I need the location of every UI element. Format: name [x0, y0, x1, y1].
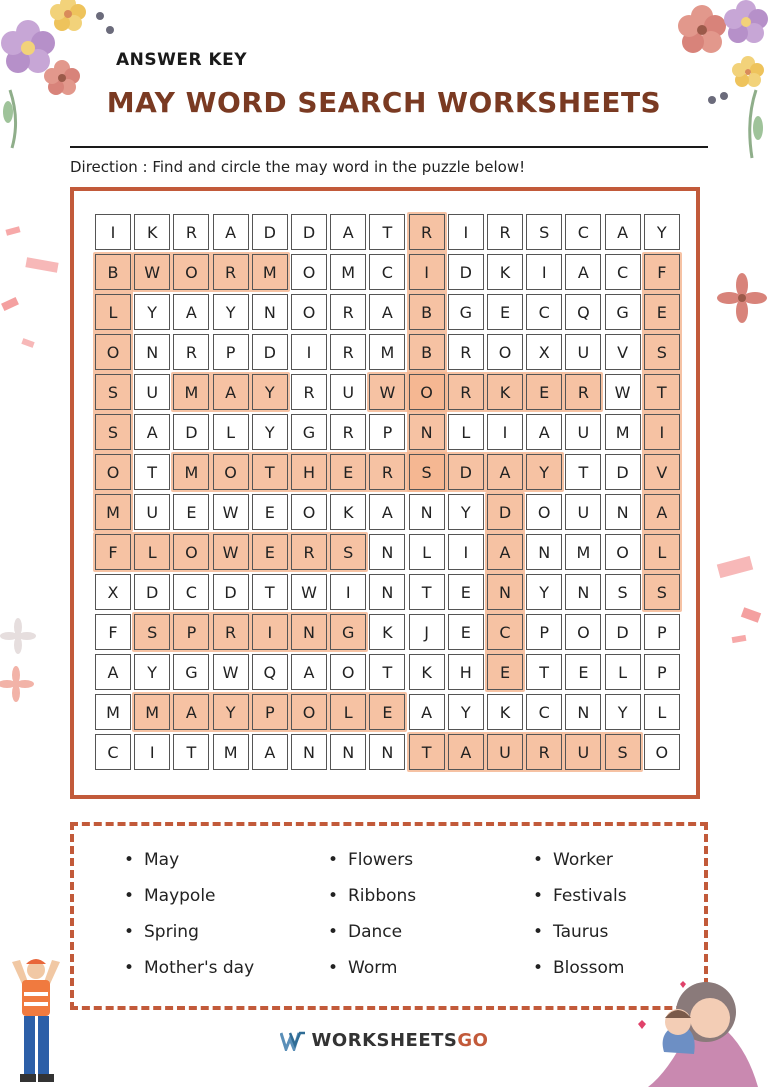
- grid-cell: Y: [526, 454, 562, 490]
- grid-cell: G: [605, 294, 641, 330]
- grid-cell: N: [291, 614, 327, 650]
- grid-cell: M: [95, 694, 131, 730]
- grid-cell: R: [330, 294, 366, 330]
- grid-cell: R: [291, 374, 327, 410]
- grid-cell: W: [291, 574, 327, 610]
- grid-cell: O: [213, 454, 249, 490]
- grid-cell: U: [134, 374, 170, 410]
- grid-cell: D: [134, 574, 170, 610]
- grid-cell: T: [369, 654, 405, 690]
- grid-cell: I: [134, 734, 170, 770]
- grid-cell: M: [95, 494, 131, 530]
- grid-cell: V: [605, 334, 641, 370]
- grid-cell: P: [644, 614, 680, 650]
- grid-cell: R: [173, 214, 209, 250]
- grid-cell: G: [330, 614, 366, 650]
- grid-cell: O: [291, 694, 327, 730]
- grid-cell: T: [644, 374, 680, 410]
- grid-cell: D: [605, 454, 641, 490]
- grid-cell: Q: [565, 294, 601, 330]
- worksheetsgo-logo-icon: [280, 1031, 306, 1051]
- grid-cell: B: [95, 254, 131, 290]
- grid-cell: I: [330, 574, 366, 610]
- grid-cell: A: [173, 294, 209, 330]
- grid-cell: A: [409, 694, 445, 730]
- grid-cell: R: [448, 374, 484, 410]
- grid-cell: H: [448, 654, 484, 690]
- flower-icon: [732, 56, 764, 87]
- grid-cell: E: [448, 614, 484, 650]
- flower-decoration-top-left: [0, 0, 120, 150]
- grid-cell: D: [213, 574, 249, 610]
- flower-icon: [678, 5, 726, 53]
- grid-cell: S: [644, 574, 680, 610]
- grid-cell: K: [330, 494, 366, 530]
- grid-cell: A: [448, 734, 484, 770]
- grid-cell: A: [526, 414, 562, 450]
- grid-cell: Y: [448, 694, 484, 730]
- grid-cell: C: [487, 614, 523, 650]
- grid-cell: T: [252, 574, 288, 610]
- word-list-item: • Dance: [348, 922, 402, 942]
- grid-cell: I: [448, 214, 484, 250]
- grid-cell: A: [487, 454, 523, 490]
- grid-cell: R: [448, 334, 484, 370]
- brand-footer: [0, 1030, 768, 1051]
- grid-cell: O: [526, 494, 562, 530]
- grid-cell: O: [291, 254, 327, 290]
- grid-cell: S: [134, 614, 170, 650]
- grid-cell: W: [213, 654, 249, 690]
- grid-cell: A: [330, 214, 366, 250]
- word-list-item: • Worm: [348, 958, 397, 978]
- grid-cell: V: [644, 454, 680, 490]
- grid-cell: A: [369, 294, 405, 330]
- grid-cell: L: [448, 414, 484, 450]
- grid-cell: O: [173, 534, 209, 570]
- grid-cell: Y: [134, 294, 170, 330]
- grid-cell: Y: [526, 574, 562, 610]
- grid-cell: Y: [605, 694, 641, 730]
- word-list-item: • Ribbons: [348, 886, 416, 906]
- grid-cell: O: [95, 334, 131, 370]
- flower-icon: [0, 666, 34, 702]
- grid-cell: D: [252, 334, 288, 370]
- title-divider: [70, 146, 708, 148]
- flower-icon: [724, 0, 768, 43]
- grid-cell: L: [134, 534, 170, 570]
- letter-grid: [95, 214, 683, 774]
- grid-cell: E: [173, 494, 209, 530]
- grid-cell: D: [448, 454, 484, 490]
- grid-cell: R: [330, 334, 366, 370]
- page-title: MAY WORD SEARCH WORKSHEETS: [106, 86, 662, 119]
- grid-cell: I: [448, 534, 484, 570]
- grid-cell: R: [330, 414, 366, 450]
- brand-main: WORKSHEETS: [311, 1030, 458, 1051]
- grid-cell: L: [409, 534, 445, 570]
- word-list-item: • Mother's day: [144, 958, 254, 978]
- grid-cell: A: [369, 494, 405, 530]
- grid-cell: I: [252, 614, 288, 650]
- worker-illustration: [2, 950, 72, 1087]
- grid-cell: S: [95, 374, 131, 410]
- grid-cell: T: [134, 454, 170, 490]
- grid-cell: W: [213, 534, 249, 570]
- grid-cell: P: [252, 694, 288, 730]
- grid-cell: U: [565, 734, 601, 770]
- grid-cell: S: [526, 214, 562, 250]
- grid-cell: R: [526, 734, 562, 770]
- grid-cell: L: [330, 694, 366, 730]
- grid-cell: C: [526, 294, 562, 330]
- grid-cell: U: [565, 334, 601, 370]
- grid-cell: G: [291, 414, 327, 450]
- grid-cell: N: [487, 574, 523, 610]
- grid-cell: R: [409, 214, 445, 250]
- grid-cell: F: [95, 534, 131, 570]
- grid-cell: G: [448, 294, 484, 330]
- grid-cell: X: [526, 334, 562, 370]
- word-list-item: • Flowers: [348, 850, 413, 870]
- grid-cell: D: [173, 414, 209, 450]
- grid-cell: D: [487, 494, 523, 530]
- grid-cell: M: [134, 694, 170, 730]
- grid-cell: N: [330, 734, 366, 770]
- grid-cell: S: [409, 454, 445, 490]
- grid-cell: Y: [213, 694, 249, 730]
- grid-cell: M: [252, 254, 288, 290]
- grid-cell: T: [565, 454, 601, 490]
- grid-cell: I: [644, 414, 680, 450]
- grid-cell: L: [644, 534, 680, 570]
- grid-cell: L: [644, 694, 680, 730]
- grid-cell: K: [369, 614, 405, 650]
- grid-cell: E: [252, 494, 288, 530]
- grid-cell: N: [526, 534, 562, 570]
- grid-cell: N: [291, 734, 327, 770]
- grid-cell: U: [330, 374, 366, 410]
- grid-cell: O: [487, 334, 523, 370]
- grid-cell: C: [173, 574, 209, 610]
- grid-cell: N: [565, 694, 601, 730]
- grid-cell: C: [95, 734, 131, 770]
- grid-cell: M: [173, 454, 209, 490]
- grid-cell: P: [213, 334, 249, 370]
- grid-cell: O: [409, 374, 445, 410]
- grid-cell: E: [252, 534, 288, 570]
- grid-cell: L: [95, 294, 131, 330]
- grid-cell: O: [173, 254, 209, 290]
- grid-cell: N: [565, 574, 601, 610]
- grid-cell: K: [487, 254, 523, 290]
- word-list-item: • Worker: [553, 850, 613, 870]
- grid-cell: X: [95, 574, 131, 610]
- grid-cell: N: [369, 534, 405, 570]
- grid-cell: E: [644, 294, 680, 330]
- grid-cell: K: [409, 654, 445, 690]
- grid-cell: S: [644, 334, 680, 370]
- grid-cell: Y: [252, 414, 288, 450]
- grid-cell: K: [487, 694, 523, 730]
- grid-cell: I: [487, 414, 523, 450]
- grid-cell: G: [173, 654, 209, 690]
- flower-icon: [717, 273, 767, 323]
- grid-cell: D: [605, 614, 641, 650]
- grid-cell: D: [252, 214, 288, 250]
- grid-cell: E: [369, 694, 405, 730]
- grid-cell: D: [448, 254, 484, 290]
- grid-cell: J: [409, 614, 445, 650]
- grid-cell: P: [369, 414, 405, 450]
- grid-cell: U: [565, 494, 601, 530]
- grid-cell: Y: [252, 374, 288, 410]
- grid-cell: M: [173, 374, 209, 410]
- grid-cell: W: [369, 374, 405, 410]
- grid-cell: K: [134, 214, 170, 250]
- grid-cell: W: [134, 254, 170, 290]
- grid-cell: E: [487, 654, 523, 690]
- grid-cell: S: [605, 574, 641, 610]
- grid-cell: Y: [644, 214, 680, 250]
- grid-cell: M: [330, 254, 366, 290]
- grid-cell: N: [605, 494, 641, 530]
- grid-cell: N: [409, 414, 445, 450]
- flower-icon: [0, 618, 36, 654]
- grid-cell: A: [644, 494, 680, 530]
- grid-cell: F: [644, 254, 680, 290]
- grid-cell: A: [487, 534, 523, 570]
- grid-cell: B: [409, 334, 445, 370]
- flower-decoration-right: [712, 268, 768, 328]
- word-list-item: • Blossom: [553, 958, 624, 978]
- grid-cell: R: [565, 374, 601, 410]
- grid-cell: C: [369, 254, 405, 290]
- flower-decoration-left-lower: [0, 618, 40, 708]
- grid-cell: A: [252, 734, 288, 770]
- word-list-item: • Maypole: [144, 886, 216, 906]
- grid-cell: A: [134, 414, 170, 450]
- grid-cell: A: [95, 654, 131, 690]
- grid-cell: O: [644, 734, 680, 770]
- grid-cell: A: [213, 374, 249, 410]
- grid-cell: R: [173, 334, 209, 370]
- grid-cell: A: [173, 694, 209, 730]
- grid-cell: T: [409, 574, 445, 610]
- grid-cell: N: [369, 574, 405, 610]
- grid-cell: Q: [252, 654, 288, 690]
- grid-cell: C: [605, 254, 641, 290]
- grid-cell: E: [330, 454, 366, 490]
- grid-cell: A: [565, 254, 601, 290]
- grid-cell: R: [487, 214, 523, 250]
- grid-cell: A: [605, 214, 641, 250]
- flower-decoration-top-right: [660, 0, 768, 160]
- grid-cell: O: [605, 534, 641, 570]
- word-list-item: • Taurus: [553, 922, 608, 942]
- grid-cell: H: [291, 454, 327, 490]
- grid-cell: T: [409, 734, 445, 770]
- grid-cell: U: [487, 734, 523, 770]
- grid-cell: R: [369, 454, 405, 490]
- grid-cell: R: [213, 254, 249, 290]
- word-list-item: • Festivals: [553, 886, 627, 906]
- grid-cell: P: [644, 654, 680, 690]
- grid-cell: S: [605, 734, 641, 770]
- grid-cell: U: [565, 414, 601, 450]
- grid-cell: E: [565, 654, 601, 690]
- grid-cell: E: [487, 294, 523, 330]
- grid-cell: Y: [213, 294, 249, 330]
- grid-cell: T: [252, 454, 288, 490]
- grid-cell: L: [213, 414, 249, 450]
- grid-cell: M: [213, 734, 249, 770]
- grid-cell: W: [213, 494, 249, 530]
- grid-cell: A: [213, 214, 249, 250]
- grid-cell: N: [134, 334, 170, 370]
- word-list-item: • May: [144, 850, 179, 870]
- grid-cell: E: [526, 374, 562, 410]
- grid-cell: O: [565, 614, 601, 650]
- grid-cell: C: [565, 214, 601, 250]
- grid-cell: N: [409, 494, 445, 530]
- grid-cell: I: [526, 254, 562, 290]
- grid-cell: O: [330, 654, 366, 690]
- grid-cell: T: [526, 654, 562, 690]
- grid-cell: C: [526, 694, 562, 730]
- confetti-decoration-left: [0, 220, 60, 420]
- grid-cell: Y: [448, 494, 484, 530]
- grid-cell: S: [330, 534, 366, 570]
- grid-cell: W: [605, 374, 641, 410]
- grid-cell: I: [291, 334, 327, 370]
- grid-cell: O: [291, 294, 327, 330]
- grid-cell: D: [291, 214, 327, 250]
- grid-cell: I: [95, 214, 131, 250]
- grid-cell: M: [369, 334, 405, 370]
- grid-cell: O: [95, 454, 131, 490]
- grid-cell: M: [565, 534, 601, 570]
- grid-cell: M: [605, 414, 641, 450]
- grid-cell: O: [291, 494, 327, 530]
- grid-cell: B: [409, 294, 445, 330]
- grid-cell: I: [409, 254, 445, 290]
- grid-cell: P: [173, 614, 209, 650]
- answer-key-label: ANSWER KEY: [116, 50, 248, 70]
- grid-cell: R: [291, 534, 327, 570]
- flower-icon: [50, 0, 86, 31]
- direction-text: Direction : Find and circle the may word in the puzzle below!: [70, 158, 526, 176]
- brand-accent: GO: [457, 1030, 489, 1051]
- grid-cell: N: [252, 294, 288, 330]
- grid-cell: S: [95, 414, 131, 450]
- grid-cell: P: [526, 614, 562, 650]
- grid-cell: A: [291, 654, 327, 690]
- grid-cell: U: [134, 494, 170, 530]
- grid-cell: T: [369, 214, 405, 250]
- grid-cell: N: [369, 734, 405, 770]
- grid-cell: K: [487, 374, 523, 410]
- grid-cell: F: [95, 614, 131, 650]
- grid-cell: E: [448, 574, 484, 610]
- confetti-decoration-right: [712, 550, 768, 660]
- grid-cell: T: [173, 734, 209, 770]
- word-list-item: • Spring: [144, 922, 199, 942]
- flower-icon: [1, 20, 55, 73]
- grid-cell: Y: [134, 654, 170, 690]
- grid-cell: R: [213, 614, 249, 650]
- grid-cell: L: [605, 654, 641, 690]
